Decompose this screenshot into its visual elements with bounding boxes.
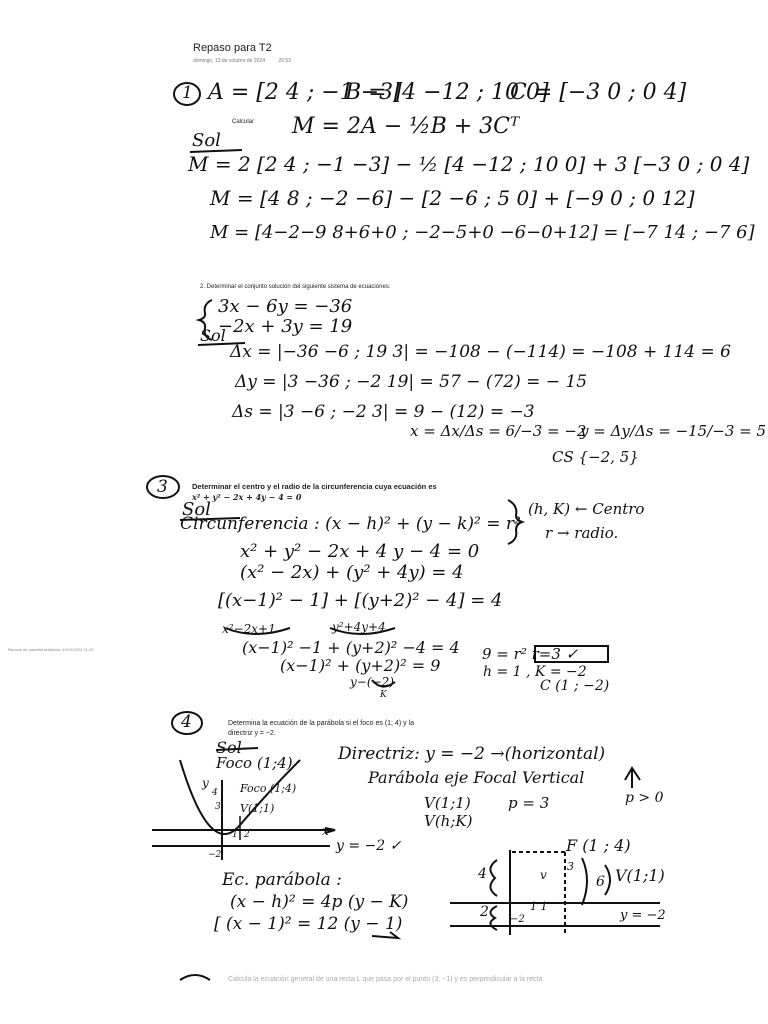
q1-number: 1 — [182, 83, 193, 103]
graph1-tick-minus2: −2 — [208, 850, 222, 860]
q4-vertex: V(1;1) — [424, 794, 471, 812]
q4-number: 4 — [181, 712, 192, 732]
q4-eje-focal: Parábola eje Focal Vertical — [368, 768, 585, 787]
q3-number: 3 — [157, 477, 168, 497]
graph2-focus-label: F (1 ; 4) — [566, 836, 631, 855]
q3-step1: x² + y² − 2x + 4 y − 4 = 0 — [240, 541, 480, 562]
q3-equation: x² + y² − 2x + 4y − 4 = 0 — [192, 492, 302, 502]
q4-prompt-line1: Determina la ecuación de la parábola si el foco es (1; 4) y la — [228, 720, 414, 727]
graph1-focus-label: Foco (1;4) — [240, 782, 297, 795]
q1-line1: M = 2 [2 4 ; −1 −3] − ½ [4 −12 ; 10 0] + 3 [−3 0 ; 0 4] — [188, 152, 750, 176]
q3-note-b: y²+4y+4 — [332, 620, 386, 634]
q5-prompt: Calcula la ecuación general de una recta L que pasa por el punto (3; −1) y es perpendicular a la recta — [228, 976, 543, 983]
graph2-label-2: 2 — [480, 904, 489, 920]
graph2-vertex-label: V(1;1) — [615, 866, 665, 885]
q3-hk: h = 1 , K = −2 — [483, 664, 587, 680]
q3-sol: Sol — [182, 499, 211, 520]
q3-step5: (x−1)² + (y+2)² = 9 — [280, 656, 441, 675]
graph1-y-label: y — [202, 776, 209, 790]
screenshot-note: Recorte de pantalla realizado: 13/10/2024 21:03 — [8, 647, 94, 652]
page-title: Repaso para T2 — [193, 42, 272, 54]
q3-legend-radius: r → radio. — [545, 524, 619, 542]
q3-step3: [(x−1)² − 1] + [(y+2)² − 4] = 4 — [218, 590, 503, 611]
q1-matrix-b: B = [4 −12 ; 10 0] — [345, 80, 549, 105]
q1-line2: M = [4 8 ; −2 −6] − [2 −6 ; 5 0] + [−9 0 ; 0 12] — [210, 186, 695, 210]
q4-prompt-line2: directriz y = −2. — [228, 730, 276, 737]
q4-ec-final: [ (x − 1)² = 12 (y − 1) — [214, 914, 403, 934]
graph2-label-4: 4 — [478, 866, 487, 882]
q2-solution-set: CS {−2, 5} — [552, 448, 639, 466]
q1-matrix-c: C = [−3 0 ; 0 4] — [510, 80, 687, 105]
graph2-label-ones: 1 1 — [530, 900, 548, 913]
graph2-p-total: 6 — [596, 874, 605, 890]
graph2-label-v: v — [540, 868, 547, 882]
page-date: domingo, 13 de octubre de 2024 — [193, 58, 265, 64]
q3-prompt: Determinar el centro y el radio de la circunferencia cuya ecuación es — [192, 482, 437, 491]
q4-ec-title: Ec. parábola : — [222, 870, 342, 890]
q2-delta-s: Δs = |3 −6 ; −2 3| = 9 − (12) = −3 — [232, 402, 535, 422]
q1-task-label: Calcular — [232, 119, 255, 125]
q2-sol: Sol — [200, 326, 226, 345]
q3-note-k: K — [380, 690, 387, 700]
q2-delta-y: Δy = |3 −36 ; −2 19| = 57 − (72) = − 15 — [235, 372, 588, 392]
q2-y-value: y = Δy/Δs = −15/−3 = 5 — [580, 422, 767, 440]
graph1-vertex-label: V(1;1) — [240, 802, 275, 815]
q1-matrix-a: A = [2 4 ; −1 −3] — [208, 80, 402, 105]
graph1-directrix-label: y = −2 ✓ — [336, 838, 402, 854]
q2-delta-x: Δx = |−36 −6 ; 19 3| = −108 − (−114) = −108 + 114 = 6 — [230, 342, 731, 362]
graph1-tick-2: 2 — [244, 830, 250, 840]
q3-radius: 9 = r² r=3 ✓ — [482, 645, 579, 663]
q4-foco: Foco (1;4) — [216, 754, 293, 772]
q4-ec-general: (x − h)² = 4p (y − K) — [230, 892, 409, 912]
q4-p-positive: p > 0 — [625, 790, 664, 806]
q3-note-c: y−(−2) — [350, 675, 394, 689]
q2-eq2: −2x + 3y = 19 — [218, 316, 353, 337]
page-time: 20:53 — [278, 58, 291, 64]
graph2-label-minus2: −2 — [510, 914, 525, 925]
q3-center: C (1 ; −2) — [540, 678, 610, 694]
graph1-tick-4: 4 — [212, 788, 218, 798]
q4-sol: Sol — [216, 738, 242, 757]
q3-step4: (x−1)² −1 + (y+2)² −4 = 4 — [242, 638, 460, 657]
q4-vhk: V(h;K) — [424, 812, 473, 830]
q2-prompt: 2. Determinar el conjunto solución del siguiente sistema de ecuaciones: — [200, 284, 391, 290]
q5-number-circle — [180, 975, 210, 980]
q2-eq1: 3x − 6y = −36 — [218, 296, 353, 317]
graph1-tick-3: 3 — [215, 802, 221, 812]
q4-p: p = 3 — [508, 794, 550, 812]
q3-note-a: x²−2x+1 — [222, 622, 276, 636]
graph2-directrix: y = −2 — [620, 908, 666, 923]
q2-x-value: x = Δx/Δs = 6/−3 = −2 — [410, 422, 587, 440]
q4-directriz: Directriz: y = −2 →(horizontal) — [338, 744, 606, 764]
q3-step2: (x² − 2x) + (y² + 4y) = 4 — [240, 562, 464, 583]
q3-form: Circunferencia : (x − h)² + (y − k)² = r² — [180, 514, 521, 534]
q3-legend-center: (h, K) ← Centro — [528, 500, 645, 518]
q1-line3: M = [4−2−9 8+6+0 ; −2−5+0 −6−0+12] = [−7 14 ; −7 6] — [210, 222, 755, 243]
q1-sol: Sol — [192, 130, 221, 151]
q1-task: M = 2A − ½B + 3Cᵀ — [292, 114, 520, 139]
graph1-x-label: x — [322, 824, 329, 838]
graph1-tick-1: 1 — [232, 830, 238, 840]
graph2-label-3: 3 — [567, 860, 574, 873]
